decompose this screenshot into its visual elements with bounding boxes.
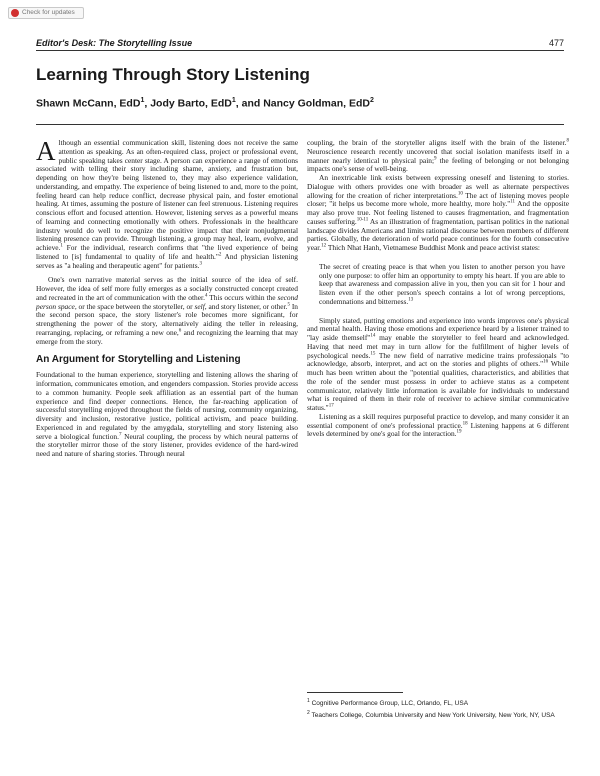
citation-ref: 6 (178, 328, 182, 334)
article-title: Learning Through Story Listening (36, 65, 310, 84)
citation-ref: 5 (287, 302, 290, 308)
author-name: Shawn McCann, EdD (36, 97, 141, 110)
citation-ref: 11 (510, 199, 516, 205)
footnote (307, 697, 569, 709)
paragraph-text: the feeling of belonging or not belonging impacts one's sense of well-being. (307, 155, 569, 174)
citation-ref: 2 (218, 252, 222, 258)
header-rule (36, 50, 564, 51)
drop-cap: A (36, 136, 56, 166)
paragraph-text: In the second person space, the story listener's role becomes more significant, for strengthening the power of the story, alternatively aiding the teller in releasing, rearranging, replacing, or reframing a new one, (36, 301, 298, 337)
citation-ref: 17 (328, 403, 334, 409)
citation-ref: 1 (60, 243, 63, 249)
paragraph-text: An inextricable link exists between expressing oneself and listening to stories. Dialogue with others provides one with broader as well as alternate perspectives allowing for the creation of richer interpretations. (307, 173, 569, 200)
citation-ref: 8 (566, 138, 569, 144)
author-name: Jody Barto, EdD (150, 97, 232, 110)
footnote (307, 709, 569, 721)
footnote-text: Cognitive Performance Group, LLC, Orlando, FL, USA (311, 700, 469, 708)
section-heading: An Argument for Storytelling and Listening (36, 354, 241, 366)
citation-ref: 18 (462, 421, 468, 427)
right-column (307, 139, 569, 439)
check-for-updates-badge[interactable] (8, 7, 84, 19)
title-rule (36, 124, 564, 125)
paragraph-text: While much has been written about the "potential qualities, characteristics, and abilities that the role of the sender must possess in order to achieve status as a competent communicator, relatively little information is available for individuals to understand what is required of them in their role of receiver to achieve similar communicative status." (307, 359, 569, 412)
author-affiliation-mark: 2 (369, 97, 374, 104)
paragraph-text: lthough an essential communication skill, listening does not receive the same attention as speaking. As an often-required class, project or professional event, public speaking takes center stage. A person can experience a range of emotions associated with telling their story including shame, anxiety, and frustration but, depending on how they're being listened to, they may also experience validation, understanding, and empathy. The experience of being listened to and, more to the point, feeling heard can help reduce conflict, decrease physical pain, and foster emotional healing. At times, assuming the posture of listener can feel strenuous. Listening requires conscious effort and focused attention. However, listening serves as a powerful means of learning and connecting emotionally with others. Professionals in the healthcare industry would do well to recognize the positive impact that their nonjudgmental listening presence can provide. Through listening, a group may heal, learn, evolve, and achieve. (36, 138, 298, 252)
paragraph-text: Neural coupling, the process by which neural patterns of the storyteller mirror those of the story listener, provides evidence of the hard-wired need and nature of sharing stories. Through neural (36, 431, 298, 458)
paragraph-text: Simply stated, putting emotions and experience into words improves one's physical and mental health. Having those emotions and experience heard by a listener trained to "lay aside themself" (307, 315, 569, 342)
paragraph-text: As an illustration of fragmentation, partisan politics in the national landscape divides Americans and limits rational discourse between members of different parties. Globally, the deterioration of world peace continues for the fourth consecutive year. (307, 216, 570, 252)
body-paragraph (307, 174, 569, 253)
paragraph-text: And physician listening serves as "a healing and therapeutic agent" for patients. (36, 251, 298, 270)
paragraph-text: For the individual, research confirms that "the lived experience of being listened to [is] fundamental to quality of life and health." (36, 243, 298, 261)
body-paragraph (307, 139, 569, 174)
citation-ref: 13 (408, 297, 414, 303)
author-separator: , (144, 97, 151, 110)
paragraph-text: And the opposite may also prove true. Not feeling listened to causes fragmentation, and fragmentation causes suffering. (307, 199, 569, 226)
paragraph-text: , and story listener, or other. (204, 301, 288, 311)
crossmark-icon (11, 9, 19, 17)
paragraph-text: Thich Nhat Hanh, Vietnamese Buddhist Monk and peace activist states: (326, 243, 540, 252)
paragraph-text: Listening as a skill requires purposeful practice to develop, and many consider it an essential component of one's professional practice. (307, 411, 569, 430)
author-name: Nancy Goldman, EdD (263, 97, 370, 110)
citation-ref: 9 (434, 156, 437, 162)
block-quote (319, 263, 569, 307)
running-header (36, 38, 564, 48)
footnote-mark: 1 (307, 698, 310, 704)
affiliation-footnotes (307, 692, 569, 720)
paragraph-text: and recognizing the learning that may emerge from the story. (36, 327, 298, 346)
author-separator: , and (235, 97, 264, 110)
author-list (36, 97, 374, 110)
citation-ref: 15 (370, 351, 376, 357)
emphasis-text: second person space (36, 292, 299, 311)
citation-ref: 19 (456, 429, 462, 435)
paragraph-text: , or the space between the storyteller, or (74, 301, 195, 311)
badge-label: Check for updates (22, 8, 75, 16)
journal-section: Editor's Desk: The Storytelling Issue (36, 38, 193, 48)
paragraph-text: This occurs within the (207, 292, 278, 302)
paragraph-text: coupling, the brain of the storyteller aligns itself with the brain of the listener. (307, 138, 567, 147)
citation-ref: 16 (543, 359, 549, 365)
body-paragraph (307, 317, 569, 413)
footnote-mark: 2 (307, 709, 310, 716)
citation-ref: 10-11 (356, 217, 369, 223)
paragraph-text: The new field of narrative medicine trains professionals "to acknowledge, absorb, interpret, and act on the stories and plights of others." (307, 350, 570, 369)
author-affiliation-mark: 1 (140, 97, 145, 104)
left-column (36, 136, 299, 459)
paragraph-text: The act of listening moves people closer; "it helps us become more whole, more healthy, more holy." (307, 190, 569, 209)
body-paragraph (307, 413, 569, 439)
footnote-text: Teachers College, Columbia University and New York University, New York, NY, USA (311, 711, 555, 719)
body-paragraph (36, 371, 298, 459)
citation-ref: 4 (204, 293, 208, 299)
paragraph-text: One's own narrative material serves as the initial source of the idea of self. However, the idea of self more fully emerges as a socially constructed concept created and recreated in the art of communication with the other. (36, 275, 298, 302)
paragraph-text: Neuroscience research recently uncovered that social isolation manifests itself in a manner nearly identical to physical pain; (307, 146, 569, 165)
body-paragraph (36, 276, 298, 346)
author-affiliation-mark: 1 (231, 97, 236, 104)
emphasis-text: self (194, 301, 205, 311)
citation-ref: 12 (321, 243, 327, 249)
footnote-rule (307, 692, 403, 693)
paragraph-text: may enable the storyteller to feel heard and acknowledged. Having that need met may in turn allow for the fulfillment of higher levels of psychological needs. (307, 333, 569, 360)
paragraph-text: Foundational to the human experience, storytelling and listening allows the sharing of information, communicates emotion, and engenders compassion. Stories provide access to a common humanity. People seek affiliation as an essential part of the human experience and find deeper connections. Hence, the far-reaching application of successful storytelling enjoyed throughout the fields of nursing, community organizing, diversity and inclusion, restorative justice, political activism, and peace building. Experienced in and regulated by the amygdala, storytelling and story listening also serve a biological function. (36, 370, 298, 441)
quote-body: The secret of creating peace is that when you listen to another person you have only one purpose: to offer him an opportunity to empty his heart. If you are able to keep that awareness and compassion alive in you, then you can sit for 1 hour and listen even if the other person's speech contains a lot of wrong perceptions, condemnations and bitterness. (319, 261, 565, 306)
citation-ref: 7 (118, 432, 122, 438)
citation-ref: 10 (457, 191, 463, 197)
quote-text (319, 263, 565, 307)
citation-ref: 3 (199, 261, 202, 267)
citation-ref: 14 (370, 333, 376, 339)
paragraph-text: Listening happens at 6 different levels determined by one's goal for the interaction. (307, 420, 569, 439)
page-number: 477 (548, 38, 564, 48)
body-paragraph (36, 136, 298, 270)
